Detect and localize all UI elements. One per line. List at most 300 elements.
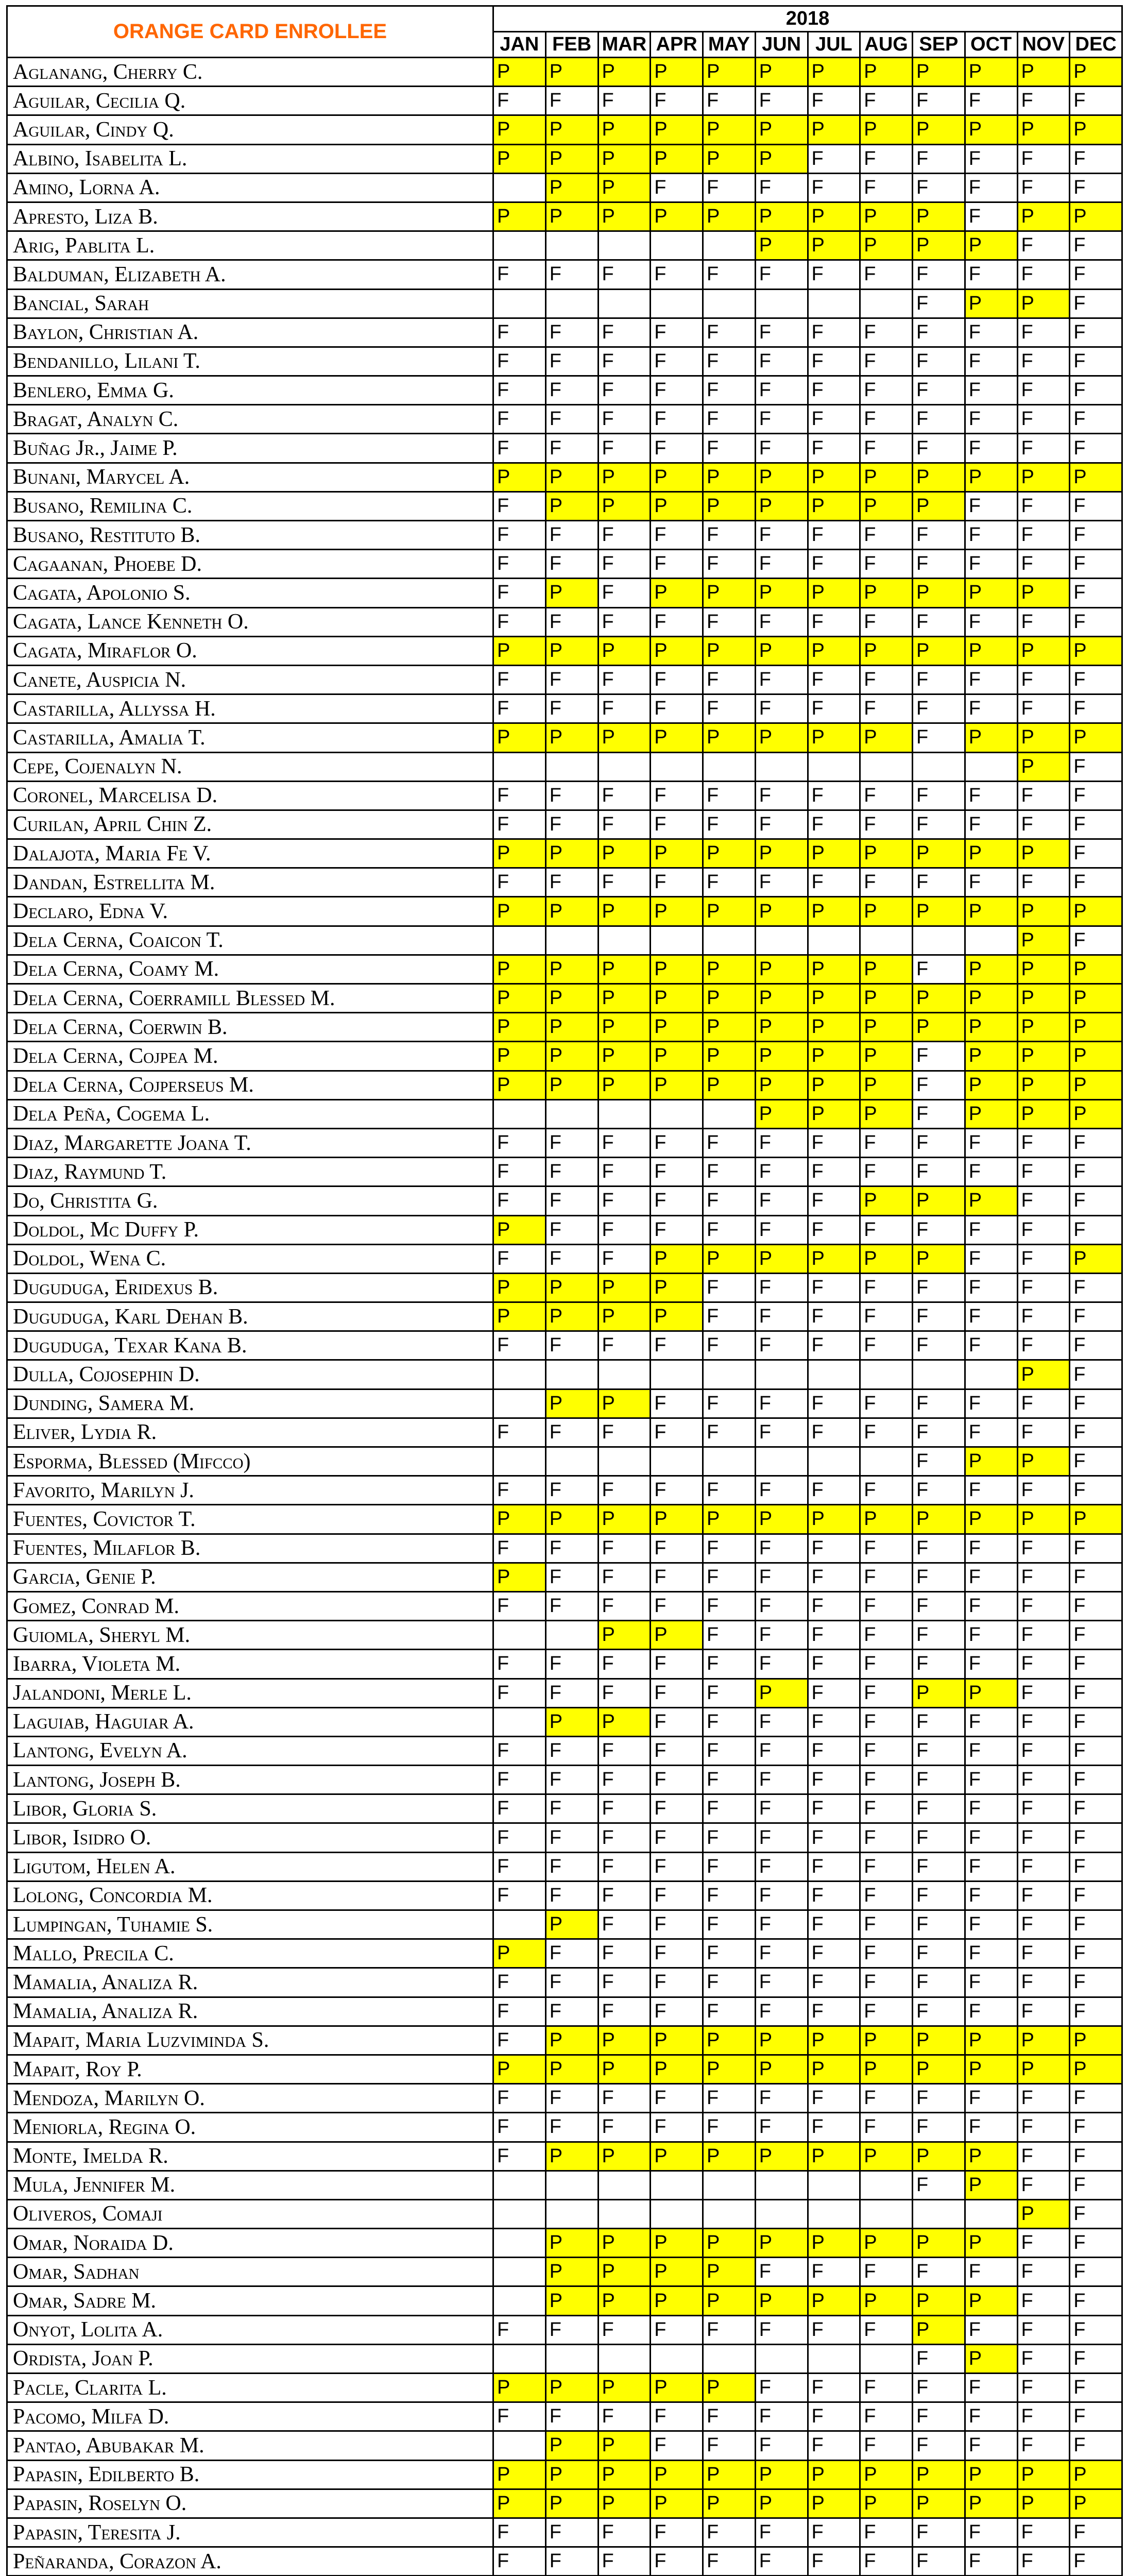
status-cell: F	[703, 2113, 756, 2142]
status-cell	[651, 2171, 703, 2199]
status-cell: F	[808, 1679, 860, 1707]
status-cell: F	[755, 1563, 808, 1591]
status-cell: P	[598, 1013, 651, 1042]
status-cell	[755, 2344, 808, 2373]
status-cell: P	[651, 463, 703, 492]
status-cell: P	[808, 1099, 860, 1128]
status-cell: P	[755, 231, 808, 260]
status-cell: F	[1070, 1591, 1122, 1620]
status-cell: P	[545, 1273, 598, 1302]
status-cell: F	[913, 144, 965, 173]
status-cell: P	[545, 2286, 598, 2315]
enrollee-name: Jalandoni, Merle L.	[7, 1679, 493, 1707]
status-cell: F	[598, 868, 651, 897]
status-cell: F	[808, 1621, 860, 1650]
status-cell: P	[965, 955, 1017, 984]
status-cell: F	[808, 2431, 860, 2460]
status-cell: F	[703, 2518, 756, 2547]
status-cell: P	[493, 1939, 546, 1968]
status-cell: P	[965, 636, 1017, 665]
status-cell: F	[965, 1591, 1017, 1620]
status-cell	[493, 1360, 546, 1389]
status-cell: F	[1017, 1331, 1070, 1360]
status-cell	[545, 2171, 598, 2199]
status-cell: F	[965, 1534, 1017, 1563]
status-cell: F	[808, 1997, 860, 2026]
status-cell: F	[545, 2518, 598, 2547]
status-cell: F	[493, 318, 546, 347]
status-cell	[651, 1099, 703, 1128]
status-cell: P	[755, 2286, 808, 2315]
status-cell: P	[1017, 579, 1070, 607]
status-cell	[703, 752, 756, 781]
status-cell: F	[651, 1794, 703, 1823]
table-row	[7, 1389, 1122, 1418]
status-cell: P	[703, 1505, 756, 1534]
status-cell: F	[965, 376, 1017, 405]
status-cell: P	[493, 897, 546, 926]
status-cell: P	[860, 2460, 913, 2489]
status-cell: P	[598, 2431, 651, 2460]
status-cell: F	[651, 1187, 703, 1215]
enrollee-name: Curilan, April Chin Z.	[7, 810, 493, 839]
status-cell: P	[965, 1099, 1017, 1128]
status-cell: F	[493, 1679, 546, 1707]
status-cell: F	[860, 405, 913, 434]
status-cell: F	[1017, 1591, 1070, 1620]
status-cell: P	[808, 984, 860, 1013]
status-cell: P	[913, 2229, 965, 2258]
status-cell: F	[545, 1187, 598, 1215]
status-cell: F	[965, 434, 1017, 463]
status-cell: P	[545, 1071, 598, 1099]
status-cell: F	[651, 2315, 703, 2344]
status-cell: F	[493, 694, 546, 723]
status-cell: F	[1070, 2229, 1122, 2258]
status-cell: P	[651, 839, 703, 868]
status-cell: F	[1017, 87, 1070, 115]
status-cell: P	[493, 2489, 546, 2518]
status-cell: P	[913, 2142, 965, 2171]
status-cell: F	[860, 868, 913, 897]
status-cell: P	[755, 1244, 808, 1273]
status-cell: F	[965, 1997, 1017, 2026]
table-row	[7, 2547, 1122, 2576]
status-cell: F	[755, 781, 808, 810]
status-cell: F	[1070, 1679, 1122, 1707]
status-cell: P	[545, 2460, 598, 2489]
status-cell: F	[965, 1852, 1017, 1881]
enrollee-name: Diaz, Margarette Joana T.	[7, 1128, 493, 1157]
status-cell	[545, 926, 598, 955]
table-row	[7, 173, 1122, 202]
status-cell: F	[913, 1071, 965, 1099]
status-cell: F	[965, 173, 1017, 202]
status-cell: F	[913, 1128, 965, 1157]
status-cell: P	[545, 1505, 598, 1534]
status-cell: P	[913, 492, 965, 520]
status-cell: F	[1070, 1187, 1122, 1215]
table-row	[7, 1302, 1122, 1331]
status-cell: F	[808, 87, 860, 115]
status-cell	[965, 752, 1017, 781]
table-row	[7, 1881, 1122, 1910]
status-cell	[493, 2171, 546, 2199]
status-cell: F	[808, 2374, 860, 2402]
status-cell: F	[598, 1881, 651, 1910]
status-cell: P	[703, 897, 756, 926]
status-cell: F	[703, 781, 756, 810]
status-cell: F	[965, 1968, 1017, 1997]
status-cell	[493, 1910, 546, 1939]
enrollee-name: Dunding, Samera M.	[7, 1389, 493, 1418]
status-cell	[493, 2229, 546, 2258]
status-cell: P	[1070, 636, 1122, 665]
status-cell: P	[755, 463, 808, 492]
status-cell: F	[598, 260, 651, 289]
status-cell: F	[651, 1650, 703, 1679]
status-cell: P	[651, 1042, 703, 1071]
enrollee-name: Ibarra, Violeta M.	[7, 1650, 493, 1679]
status-cell: F	[913, 1736, 965, 1765]
status-cell: F	[545, 694, 598, 723]
status-cell: P	[651, 984, 703, 1013]
status-cell: P	[1017, 839, 1070, 868]
status-cell: F	[545, 607, 598, 636]
status-cell: F	[598, 1534, 651, 1563]
status-cell	[545, 752, 598, 781]
status-cell: P	[493, 1215, 546, 1244]
status-cell: F	[913, 1852, 965, 1881]
status-cell: P	[1070, 1244, 1122, 1273]
status-cell: F	[598, 607, 651, 636]
status-cell: P	[703, 492, 756, 520]
status-cell: F	[703, 173, 756, 202]
status-cell: P	[703, 463, 756, 492]
status-cell: F	[755, 1910, 808, 1939]
status-cell: P	[860, 1099, 913, 1128]
status-cell: F	[965, 1650, 1017, 1679]
status-cell: F	[651, 376, 703, 405]
status-cell: F	[755, 868, 808, 897]
status-cell: P	[651, 115, 703, 144]
table-row	[7, 1505, 1122, 1534]
table-row	[7, 434, 1122, 463]
status-cell: F	[808, 2258, 860, 2286]
status-cell: F	[913, 405, 965, 434]
status-cell	[598, 289, 651, 318]
status-cell: P	[545, 2374, 598, 2402]
status-cell: F	[913, 318, 965, 347]
status-cell: F	[545, 318, 598, 347]
status-cell	[860, 289, 913, 318]
status-cell: F	[493, 2113, 546, 2142]
status-cell: F	[1070, 2344, 1122, 2373]
enrollee-name: Castarilla, Allyssa H.	[7, 694, 493, 723]
status-cell: F	[913, 2374, 965, 2402]
status-cell: F	[755, 1823, 808, 1852]
status-cell: F	[860, 1736, 913, 1765]
status-cell: P	[493, 144, 546, 173]
status-cell: P	[965, 231, 1017, 260]
status-cell: F	[598, 781, 651, 810]
status-cell: F	[913, 2344, 965, 2373]
status-cell: F	[965, 1273, 1017, 1302]
status-cell	[493, 1389, 546, 1418]
status-cell: F	[545, 1939, 598, 1968]
status-cell: F	[1070, 1389, 1122, 1418]
status-cell: F	[913, 607, 965, 636]
status-cell: F	[1070, 1997, 1122, 2026]
status-cell: P	[860, 492, 913, 520]
status-cell	[598, 2171, 651, 2199]
status-cell: P	[598, 2055, 651, 2083]
enrollee-name: Benlero, Emma G.	[7, 376, 493, 405]
enrollee-name: Dela Peña, Cogema L.	[7, 1099, 493, 1128]
status-cell: F	[860, 2547, 913, 2576]
table-row	[7, 868, 1122, 897]
table-row	[7, 318, 1122, 347]
status-cell: F	[755, 694, 808, 723]
status-cell: F	[965, 1215, 1017, 1244]
status-cell: P	[965, 984, 1017, 1013]
status-cell: F	[1017, 550, 1070, 579]
table-row	[7, 2258, 1122, 2286]
status-cell: F	[860, 521, 913, 550]
enrollee-name: Laguiab, Haguiar A.	[7, 1707, 493, 1736]
status-cell: P	[545, 2055, 598, 2083]
status-cell: F	[755, 1621, 808, 1650]
status-cell: F	[913, 521, 965, 550]
status-cell: F	[651, 260, 703, 289]
status-cell: F	[913, 2518, 965, 2547]
status-cell: P	[965, 463, 1017, 492]
status-cell: F	[965, 1910, 1017, 1939]
status-cell: P	[545, 144, 598, 173]
status-cell: F	[1070, 2113, 1122, 2142]
status-cell: F	[598, 1852, 651, 1881]
status-cell: F	[1070, 2258, 1122, 2286]
status-cell: F	[545, 87, 598, 115]
status-cell: P	[493, 202, 546, 231]
enrollee-name: Lumpingan, Tuhamie S.	[7, 1910, 493, 1939]
status-cell: F	[860, 1852, 913, 1881]
table-row	[7, 1215, 1122, 1244]
status-cell: F	[965, 2374, 1017, 2402]
status-cell: P	[965, 2171, 1017, 2199]
status-cell: F	[755, 1650, 808, 1679]
status-cell: P	[598, 2374, 651, 2402]
status-cell: F	[808, 607, 860, 636]
status-cell: P	[860, 2489, 913, 2518]
enrollee-name: Apresto, Liza B.	[7, 202, 493, 231]
status-cell: F	[965, 405, 1017, 434]
table-row	[7, 289, 1122, 318]
status-cell: F	[1070, 231, 1122, 260]
status-cell: P	[703, 2142, 756, 2171]
status-cell: F	[965, 202, 1017, 231]
status-cell: F	[860, 1534, 913, 1563]
status-cell: P	[493, 58, 546, 87]
status-cell: P	[860, 463, 913, 492]
status-cell	[493, 2258, 546, 2286]
table-row	[7, 405, 1122, 434]
status-cell: P	[1070, 2489, 1122, 2518]
status-cell: F	[913, 1621, 965, 1650]
status-cell: F	[493, 1881, 546, 1910]
status-cell: P	[808, 2055, 860, 2083]
status-cell: P	[1017, 2199, 1070, 2228]
enrollee-name: Doldol, Mc Duffy P.	[7, 1215, 493, 1244]
table-row	[7, 1591, 1122, 1620]
status-cell: F	[598, 1766, 651, 1794]
status-cell: F	[913, 1215, 965, 1244]
status-cell: F	[545, 1650, 598, 1679]
status-cell: F	[755, 1852, 808, 1881]
status-cell: P	[808, 1505, 860, 1534]
status-cell: F	[860, 2258, 913, 2286]
enrollee-name: Duguduga, Texar Kana B.	[7, 1331, 493, 1360]
status-cell: F	[755, 318, 808, 347]
enrollee-name: Lantong, Joseph B.	[7, 1766, 493, 1794]
status-cell: F	[913, 723, 965, 752]
status-cell: F	[703, 1997, 756, 2026]
status-cell: P	[598, 144, 651, 173]
status-cell: P	[1017, 115, 1070, 144]
status-cell: P	[965, 289, 1017, 318]
status-cell: P	[545, 955, 598, 984]
status-cell: P	[860, 202, 913, 231]
status-cell: F	[493, 1128, 546, 1157]
status-cell: F	[913, 87, 965, 115]
status-cell: F	[860, 260, 913, 289]
status-cell	[808, 1360, 860, 1389]
status-cell	[965, 1360, 1017, 1389]
status-cell: F	[913, 173, 965, 202]
status-cell: F	[493, 1852, 546, 1881]
enrollee-name: Cagata, Miraflor O.	[7, 636, 493, 665]
table-row	[7, 1939, 1122, 1968]
status-cell: F	[808, 810, 860, 839]
status-cell: F	[703, 1534, 756, 1563]
status-cell: F	[808, 1939, 860, 1968]
status-cell: F	[1070, 1968, 1122, 1997]
status-cell: F	[545, 1534, 598, 1563]
status-cell: F	[651, 1968, 703, 1997]
month-header: DEC	[1070, 32, 1122, 58]
status-cell: F	[808, 173, 860, 202]
status-cell: F	[1070, 1563, 1122, 1591]
status-cell: P	[598, 1707, 651, 1736]
status-cell	[598, 1447, 651, 1476]
table-row	[7, 1563, 1122, 1591]
status-cell: P	[703, 579, 756, 607]
status-cell: P	[965, 1013, 1017, 1042]
status-cell: P	[493, 1273, 546, 1302]
status-cell: P	[808, 1013, 860, 1042]
status-cell: P	[860, 115, 913, 144]
status-cell: F	[703, 1187, 756, 1215]
enrollee-name: Papasin, Teresita J.	[7, 2518, 493, 2547]
status-cell: P	[651, 2374, 703, 2402]
status-cell: P	[755, 1505, 808, 1534]
status-cell: F	[755, 1418, 808, 1447]
status-cell: F	[860, 1679, 913, 1707]
status-cell: F	[1070, 492, 1122, 520]
status-cell	[808, 926, 860, 955]
status-cell: F	[1017, 2344, 1070, 2373]
status-cell: F	[1017, 1968, 1070, 1997]
status-cell: P	[598, 1302, 651, 1331]
status-cell: F	[913, 376, 965, 405]
status-cell	[703, 2344, 756, 2373]
status-cell: F	[965, 2315, 1017, 2344]
status-cell: P	[493, 839, 546, 868]
status-cell: P	[703, 723, 756, 752]
table-row	[7, 2199, 1122, 2228]
status-cell: F	[493, 2518, 546, 2547]
status-cell: P	[755, 202, 808, 231]
status-cell: F	[545, 1794, 598, 1823]
status-cell: F	[651, 665, 703, 694]
table-row	[7, 2431, 1122, 2460]
status-cell: F	[755, 1128, 808, 1157]
status-cell: P	[598, 1273, 651, 1302]
status-cell: F	[808, 1158, 860, 1187]
status-cell: F	[808, 1534, 860, 1563]
status-cell: F	[651, 694, 703, 723]
status-cell: F	[545, 1418, 598, 1447]
status-cell: P	[1070, 58, 1122, 87]
status-cell	[808, 2199, 860, 2228]
status-cell: P	[913, 1244, 965, 1273]
status-cell: F	[493, 1997, 546, 2026]
status-cell	[651, 289, 703, 318]
status-cell: F	[703, 1736, 756, 1765]
status-cell: P	[493, 1013, 546, 1042]
table-row	[7, 1099, 1122, 1128]
status-cell: F	[913, 1939, 965, 1968]
status-cell: P	[808, 115, 860, 144]
status-cell: P	[965, 1042, 1017, 1071]
status-cell: F	[1017, 1215, 1070, 1244]
status-cell: P	[545, 839, 598, 868]
status-cell: F	[755, 87, 808, 115]
status-cell: F	[913, 2084, 965, 2113]
status-cell	[755, 289, 808, 318]
status-cell: P	[493, 1071, 546, 1099]
status-cell	[493, 1447, 546, 1476]
status-cell: F	[965, 1244, 1017, 1273]
status-cell: F	[808, 1591, 860, 1620]
enrollee-name: Mula, Jennifer M.	[7, 2171, 493, 2199]
status-cell: P	[651, 1273, 703, 1302]
enrollee-name: Dela Cerna, Coaicon T.	[7, 926, 493, 955]
status-cell: F	[545, 1331, 598, 1360]
status-cell: F	[651, 810, 703, 839]
status-cell: P	[703, 955, 756, 984]
status-cell: F	[598, 1968, 651, 1997]
status-cell	[545, 1621, 598, 1650]
status-cell: F	[1070, 376, 1122, 405]
status-cell: P	[965, 1679, 1017, 1707]
status-cell: F	[598, 1679, 651, 1707]
status-cell: F	[755, 173, 808, 202]
status-cell: F	[1017, 521, 1070, 550]
status-cell: F	[1070, 2199, 1122, 2228]
status-cell	[493, 231, 546, 260]
status-cell: F	[598, 2547, 651, 2576]
